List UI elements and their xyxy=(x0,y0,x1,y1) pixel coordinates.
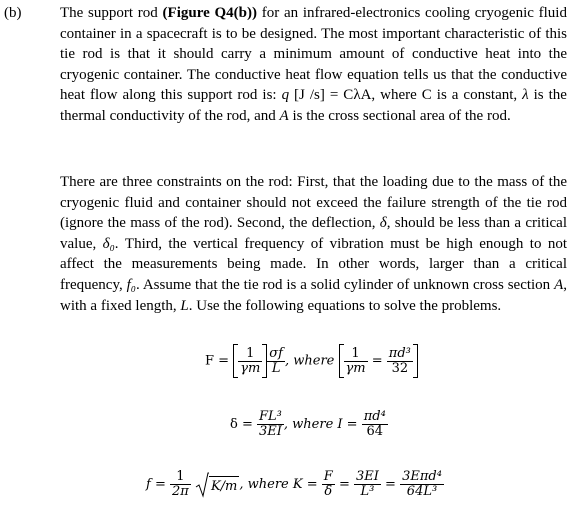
equation-frequency: f = $\frac{1}{2\pi}$ K/m , where K = $\frac{F}{\delta}$ = $\frac{3EI}{\text{L³}}$ = $\frac{\text{3Eπd⁴}}{\text{64L³}}$ xyxy=(146,469,442,499)
figure-reference: (Figure Q4(b)) xyxy=(162,5,257,21)
problem-paragraph-1: The support rod (Figure Q4(b)) for an infrared-electronics cooling cryogenic fluid container in a spacecraft is to be designed. The most important characteristic of this tie rod is that it should carry a minimum amount of conductive heat into the cryogenic container. The conductive heat flow equation tells us that the conductive heat flow along this support rod is: q [J /s] = CλA, where C is a constant, λ is the thermal conductivity of the rod, and A is the cross sectional area of the rod. xyxy=(60,5,567,124)
square-root: K/m xyxy=(195,476,239,494)
problem-paragraph-2: There are three constraints on the rod: First, that the loading due to the mass of the cryogenic fluid and container should not exceed the failure strength of the tie rod (ignore the mass of the rod). Second, the deflection, δ, should be less than a critical value, δ₀. Third, the vertical frequency of vibration must be high enough to not affect the measurements being made. In other words, larger than a critical frequency, f₀. Assume that the tie rod is a solid cylinder of unknown cross section A, with a fixed length, L. Use the following equations to solve the problems. xyxy=(60,174,567,314)
equation-deflection: δ = $\frac{\text{FL³}}{3EI}$ , where I = $\frac{\text{πd⁴}}{64}$ xyxy=(230,409,386,439)
question-label: (b) xyxy=(4,5,22,21)
equation-force: F = $\frac{1}{\gamma m}$ $\frac{\sigma f}{L}$ , where $\frac{1}{\gamma m}$ = $\frac{\text{πd³}}{32}$ xyxy=(205,344,418,378)
